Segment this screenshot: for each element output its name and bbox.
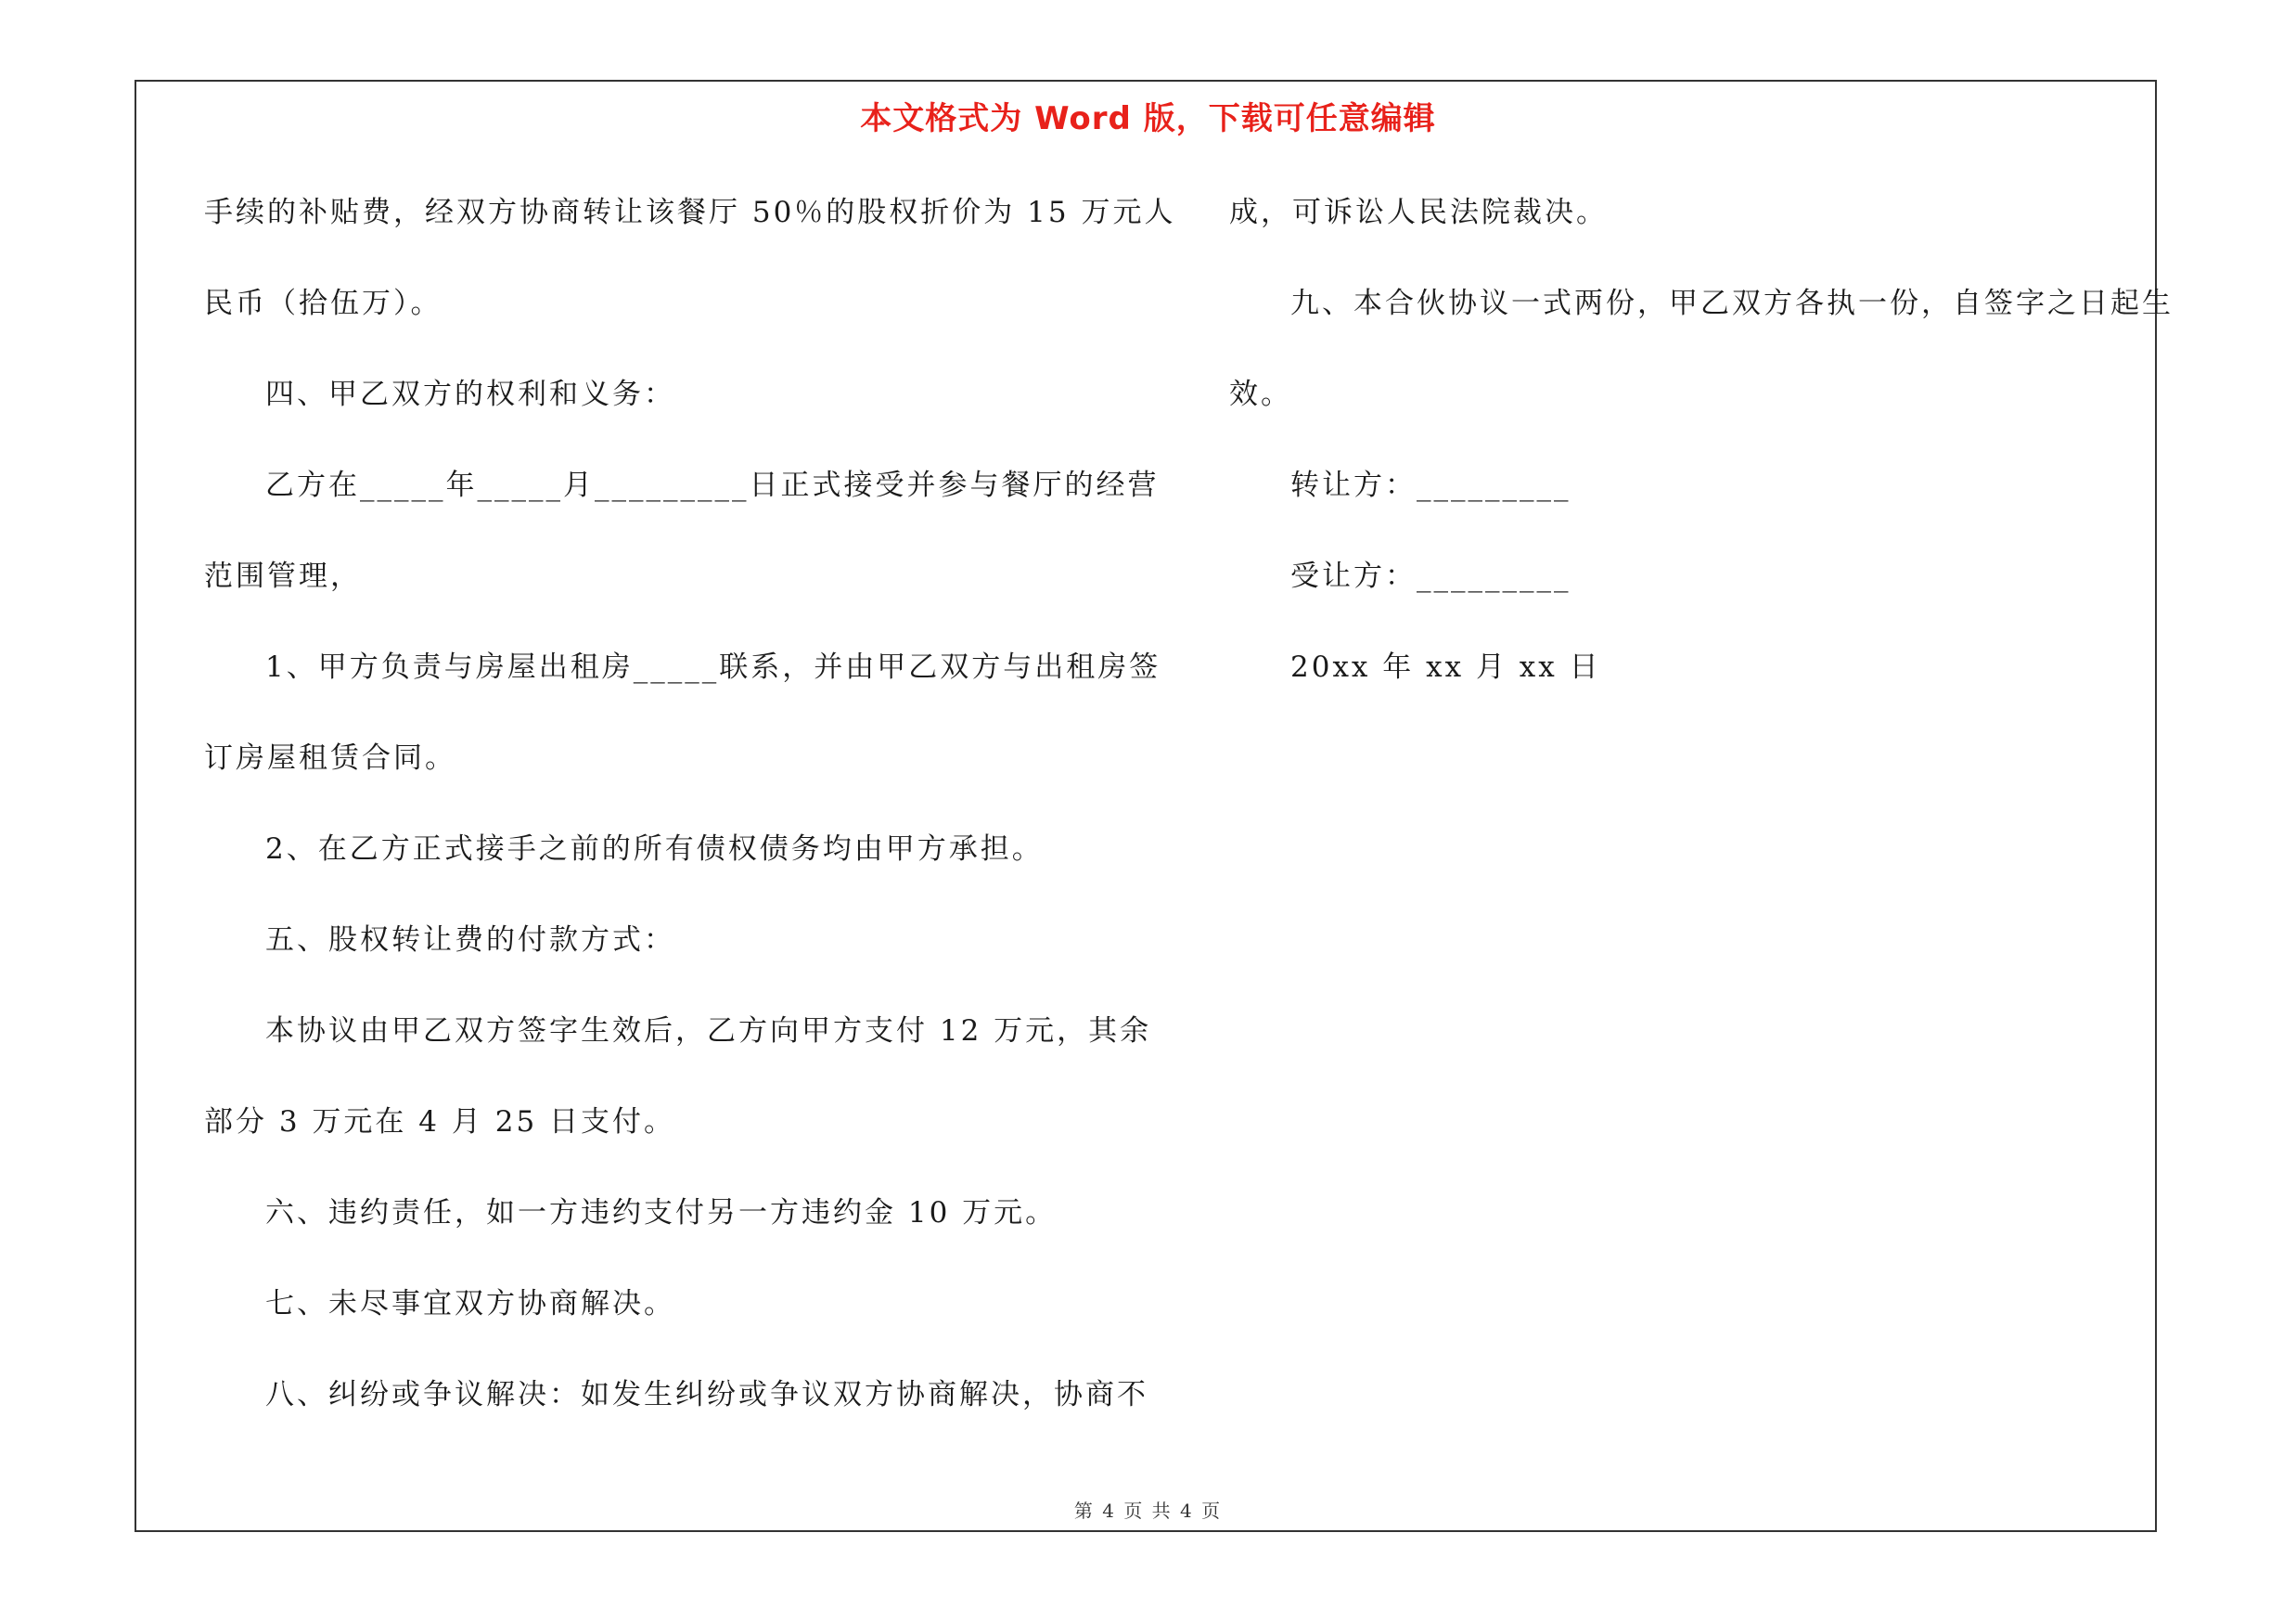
signature-line-transferor: 转让方：_________ [1290,469,1571,502]
paragraph-line: 民币（拾伍万）。 [204,287,443,320]
paragraph-line: 2、在乙方正式接手之前的所有债权债务均由甲方承担。 [265,832,1044,866]
paragraph-line: 1、甲方负责与房屋出租房_____联系，并由甲乙双方与出租房签 [265,650,1161,684]
format-banner: 本文格式为 Word 版，下载可任意编辑 [860,100,1436,137]
left-text-column [204,180,1176,1453]
signature-line-transferee: 受让方：_________ [1290,560,1571,593]
paragraph-line: 乙方在_____年_____月_________日正式接受并参与餐厅的经营 [265,469,1160,502]
paragraph-line: 九、本合伙协议一式两份，甲乙双方各执一份，自签字之日起生 [1290,287,2174,320]
page-number-footer: 第 4 页 共 4 页 [1073,1500,1223,1522]
paragraph-line: 手续的补贴费，经双方协商转让该餐厅 50％的股权折价为 15 万元人 [204,196,1176,229]
paragraph-line: 订房屋租赁合同。 [204,741,456,775]
paragraph-line: 六、违约责任，如一方违约支付另一方违约金 10 万元。 [265,1196,1058,1230]
paragraph-line: 八、纠纷或争议解决：如发生纠纷或争议双方协商解决，协商不 [265,1378,1148,1411]
paragraph-line: 范围管理， [204,560,362,593]
signing-date: 20xx 年 xx 月 xx 日 [1290,650,1601,684]
paragraph-line: 本协议由甲乙双方签字生效后，乙方向甲方支付 12 万元，其余 [265,1014,1152,1048]
paragraph-line: 成，可诉讼人民法院裁决。 [1229,196,1608,229]
paragraph-line: 效。 [1229,378,1292,411]
paragraph-line: 五、股权转让费的付款方式： [265,923,675,957]
paragraph-line: 部分 3 万元在 4 月 25 日支付。 [204,1105,676,1139]
paragraph-line: 七、未尽事宜双方协商解决。 [265,1287,675,1320]
right-text-column [1229,180,2174,726]
paragraph-line: 四、甲乙双方的权利和义务： [265,378,675,411]
